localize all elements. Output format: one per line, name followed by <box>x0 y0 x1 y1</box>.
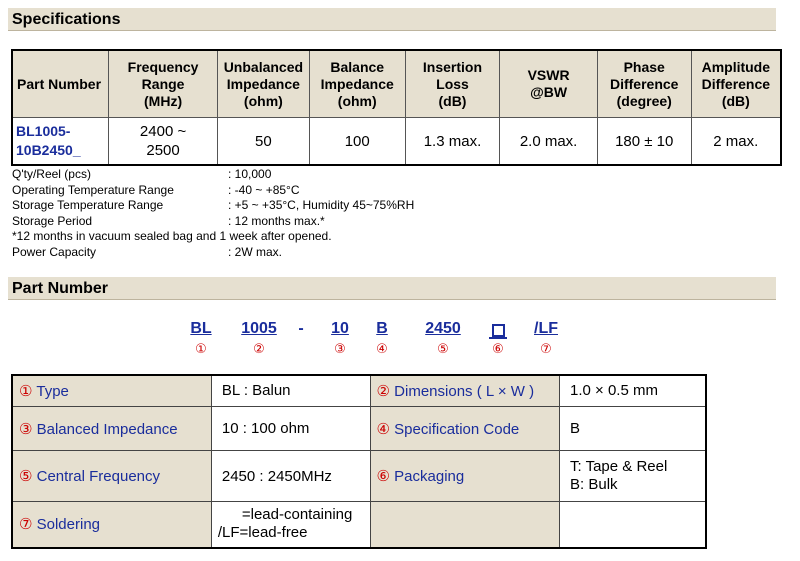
qty-reel-value: : 10,000 <box>228 167 272 181</box>
empty-value-cell <box>560 501 706 548</box>
spec-data-row <box>12 118 781 166</box>
cell-unbalanced-impedance: 50 <box>217 118 309 166</box>
value-specification-code: B <box>560 406 706 451</box>
part-number-heading: Part Number <box>8 277 776 300</box>
cell-part-number: BL1005- 10B2450_ <box>12 118 109 166</box>
code-segment-dash: - <box>298 320 304 337</box>
cell-phase-difference: 180 ± 10 <box>597 118 691 166</box>
cell-amplitude-difference: 2 max. <box>691 118 781 166</box>
cell-insertion-loss: 1.3 max. <box>405 118 500 166</box>
packaging-box-icon <box>492 324 505 337</box>
pn-row-impedance <box>12 406 706 451</box>
specifications-table <box>11 49 782 166</box>
header-vswr: VSWR @BW <box>500 50 598 118</box>
qty-reel-label: Q'ty/Reel (pcs) <box>12 167 91 181</box>
part-number-code <box>0 318 800 364</box>
empty-label-cell <box>370 501 559 548</box>
operating-temp-label: Operating Temperature Range <box>12 182 174 197</box>
label-central-frequency: ⑤ Central Frequency <box>12 451 211 502</box>
storage-period-value: : 12 months max.* <box>228 213 325 228</box>
pn-row-type <box>12 375 706 406</box>
label-type: ① Type <box>12 375 211 406</box>
label-specification-code: ④ Specification Code <box>370 406 559 451</box>
storage-temp-value: : +5 ~ +35°C, Humidity 45~75%RH <box>228 198 415 212</box>
storage-footnote: *12 months in vacuum sealed bag and 1 week after opened. <box>12 229 332 243</box>
header-unbalanced-impedance: Unbalanced Impedance (ohm) <box>217 50 309 118</box>
cell-vswr: 2.0 max. <box>500 118 598 166</box>
storage-temp-label: Storage Temperature Range <box>12 198 164 212</box>
code-segment-impedance: 10 ③ <box>331 320 349 356</box>
label-soldering: ⑦ Soldering <box>12 501 211 548</box>
part-number-table <box>11 374 707 549</box>
cell-frequency: 2400 ~ 2500 <box>109 118 218 166</box>
value-type: BL : Balun <box>211 375 370 406</box>
value-central-frequency: 2450 : 2450MHz <box>211 451 370 502</box>
cell-balance-impedance: 100 <box>309 118 405 166</box>
value-balanced-impedance: 10 : 100 ohm <box>211 406 370 451</box>
code-segment-spec-code: B ④ <box>376 320 388 356</box>
header-amplitude-difference: Amplitude Difference (dB) <box>691 50 781 118</box>
header-frequency: Frequency Range (MHz) <box>109 50 218 118</box>
pn-row-soldering <box>12 501 706 548</box>
specifications-heading: Specifications <box>8 8 776 31</box>
value-soldering: =lead-containing /LF=lead-free <box>211 501 370 548</box>
value-dimensions: 1.0 × 0.5 mm <box>560 375 706 406</box>
code-segment-bl: BL ① <box>190 320 212 356</box>
code-segment-dimensions: 1005 ② <box>241 320 277 356</box>
header-phase-difference: Phase Difference (degree) <box>597 50 691 118</box>
header-part-number: Part Number <box>12 50 109 118</box>
spec-header-row <box>12 50 781 118</box>
storage-period-label: Storage Period <box>12 213 93 228</box>
value-packaging: T: Tape & Reel B: Bulk <box>560 451 706 502</box>
pn-row-frequency <box>12 451 706 502</box>
label-balanced-impedance: ③ Balanced Impedance <box>12 406 211 451</box>
label-dimensions: ② Dimensions ( L × W ) <box>370 375 559 406</box>
header-balance-impedance: Balance Impedance (ohm) <box>309 50 405 118</box>
operating-temp-value: : -40 ~ +85°C <box>228 182 300 197</box>
header-insertion-loss: Insertion Loss (dB) <box>405 50 500 118</box>
code-segment-soldering: /LF ⑦ <box>534 320 558 356</box>
label-packaging: ⑥ Packaging <box>370 451 559 502</box>
power-capacity-label: Power Capacity <box>12 244 97 259</box>
code-segment-frequency: 2450 ⑤ <box>425 320 461 356</box>
code-segment-packaging: ⑥ <box>484 318 512 358</box>
power-capacity-value: : 2W max. <box>228 244 283 259</box>
